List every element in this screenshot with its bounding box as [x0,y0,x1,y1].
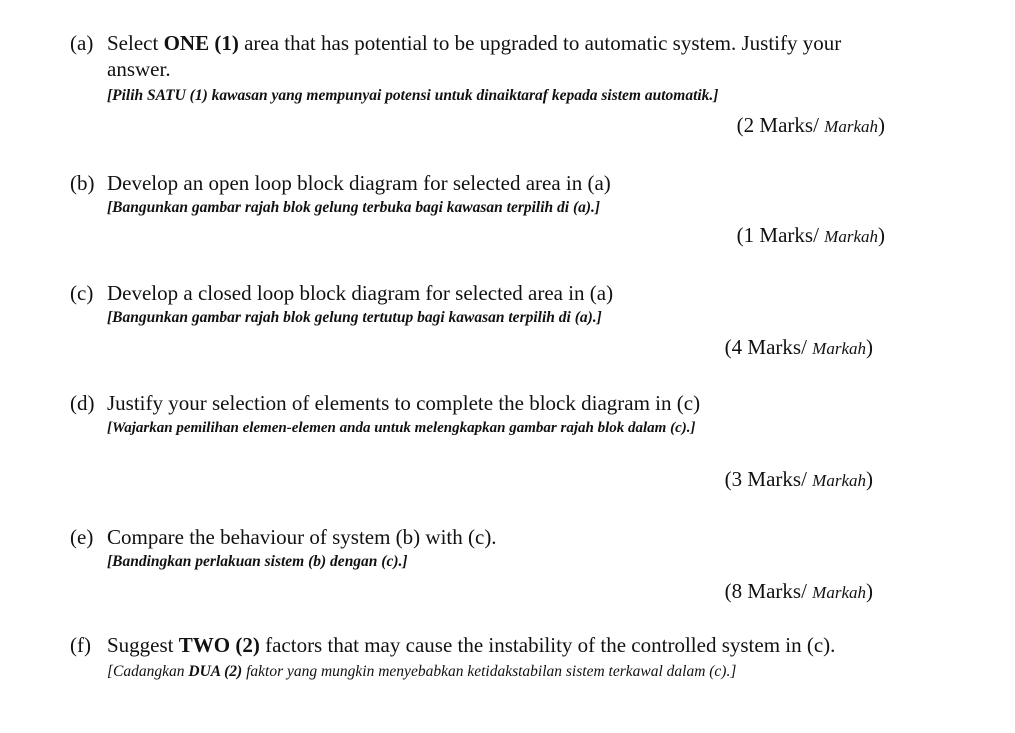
question-b [70,170,885,247]
marks-label: (1 Marks/ Markah) [736,223,885,247]
question-label: (c) [70,281,94,305]
question-c [70,280,885,359]
question-d-english [70,390,885,416]
question-b-english [70,170,885,196]
marks-label: (4 Marks/ Markah) [724,335,873,359]
question-label: (f) [70,633,91,657]
question-label: (b) [70,171,95,195]
question-e [70,524,885,603]
marks-label: (8 Marks/ Markah) [724,579,873,603]
question-b-malay: [Bangunkan gambar rajah blok gelung terbuka bagi kawasan terpilih di (a).] [107,199,601,216]
question-text: Select ONE (1) area that has potential to be upgraded to automatic system. Justify your answer. [107,31,842,81]
question-text: Compare the behaviour of system (b) with (c). [107,525,497,549]
question-a [70,30,885,137]
question-e-malay: [Bandingkan perlakuan sistem (b) dengan (c).] [107,553,408,570]
question-label: (a) [70,31,94,55]
question-f-malay: [Cadangkan DUA (2) faktor yang mungkin menyebabkan ketidakstabilan sistem terkawal dalam (c).] [107,663,737,680]
question-d [70,390,885,491]
question-f [70,632,885,682]
question-label: (d) [70,391,95,415]
question-f-english [70,632,885,658]
question-a-malay: [Pilih SATU (1) kawasan yang mempunyai potensi untuk dinaiktaraf kepada sistem automatik.] [107,87,719,104]
question-text: Suggest TWO (2) factors that may cause the instability of the controlled system in (c). [107,633,836,657]
question-d-malay: [Wajarkan pemilihan elemen-elemen anda untuk melengkapkan gambar rajah blok dalam (c).] [107,420,696,436]
question-c-english [70,280,885,306]
marks-label: (3 Marks/ Markah) [724,467,873,491]
question-label: (e) [70,525,94,549]
marks-label: (2 Marks/ Markah) [736,113,885,137]
question-text: Develop an open loop block diagram for selected area in (a) [107,171,611,195]
question-text: Develop a closed loop block diagram for selected area in (a) [107,281,614,305]
question-e-english [70,524,885,550]
question-c-malay: [Bangunkan gambar rajah blok gelung tertutup bagi kawasan terpilih di (a).] [107,309,602,326]
question-text: Justify your selection of elements to complete the block diagram in (c) [107,391,701,415]
question-a-english [70,30,885,82]
